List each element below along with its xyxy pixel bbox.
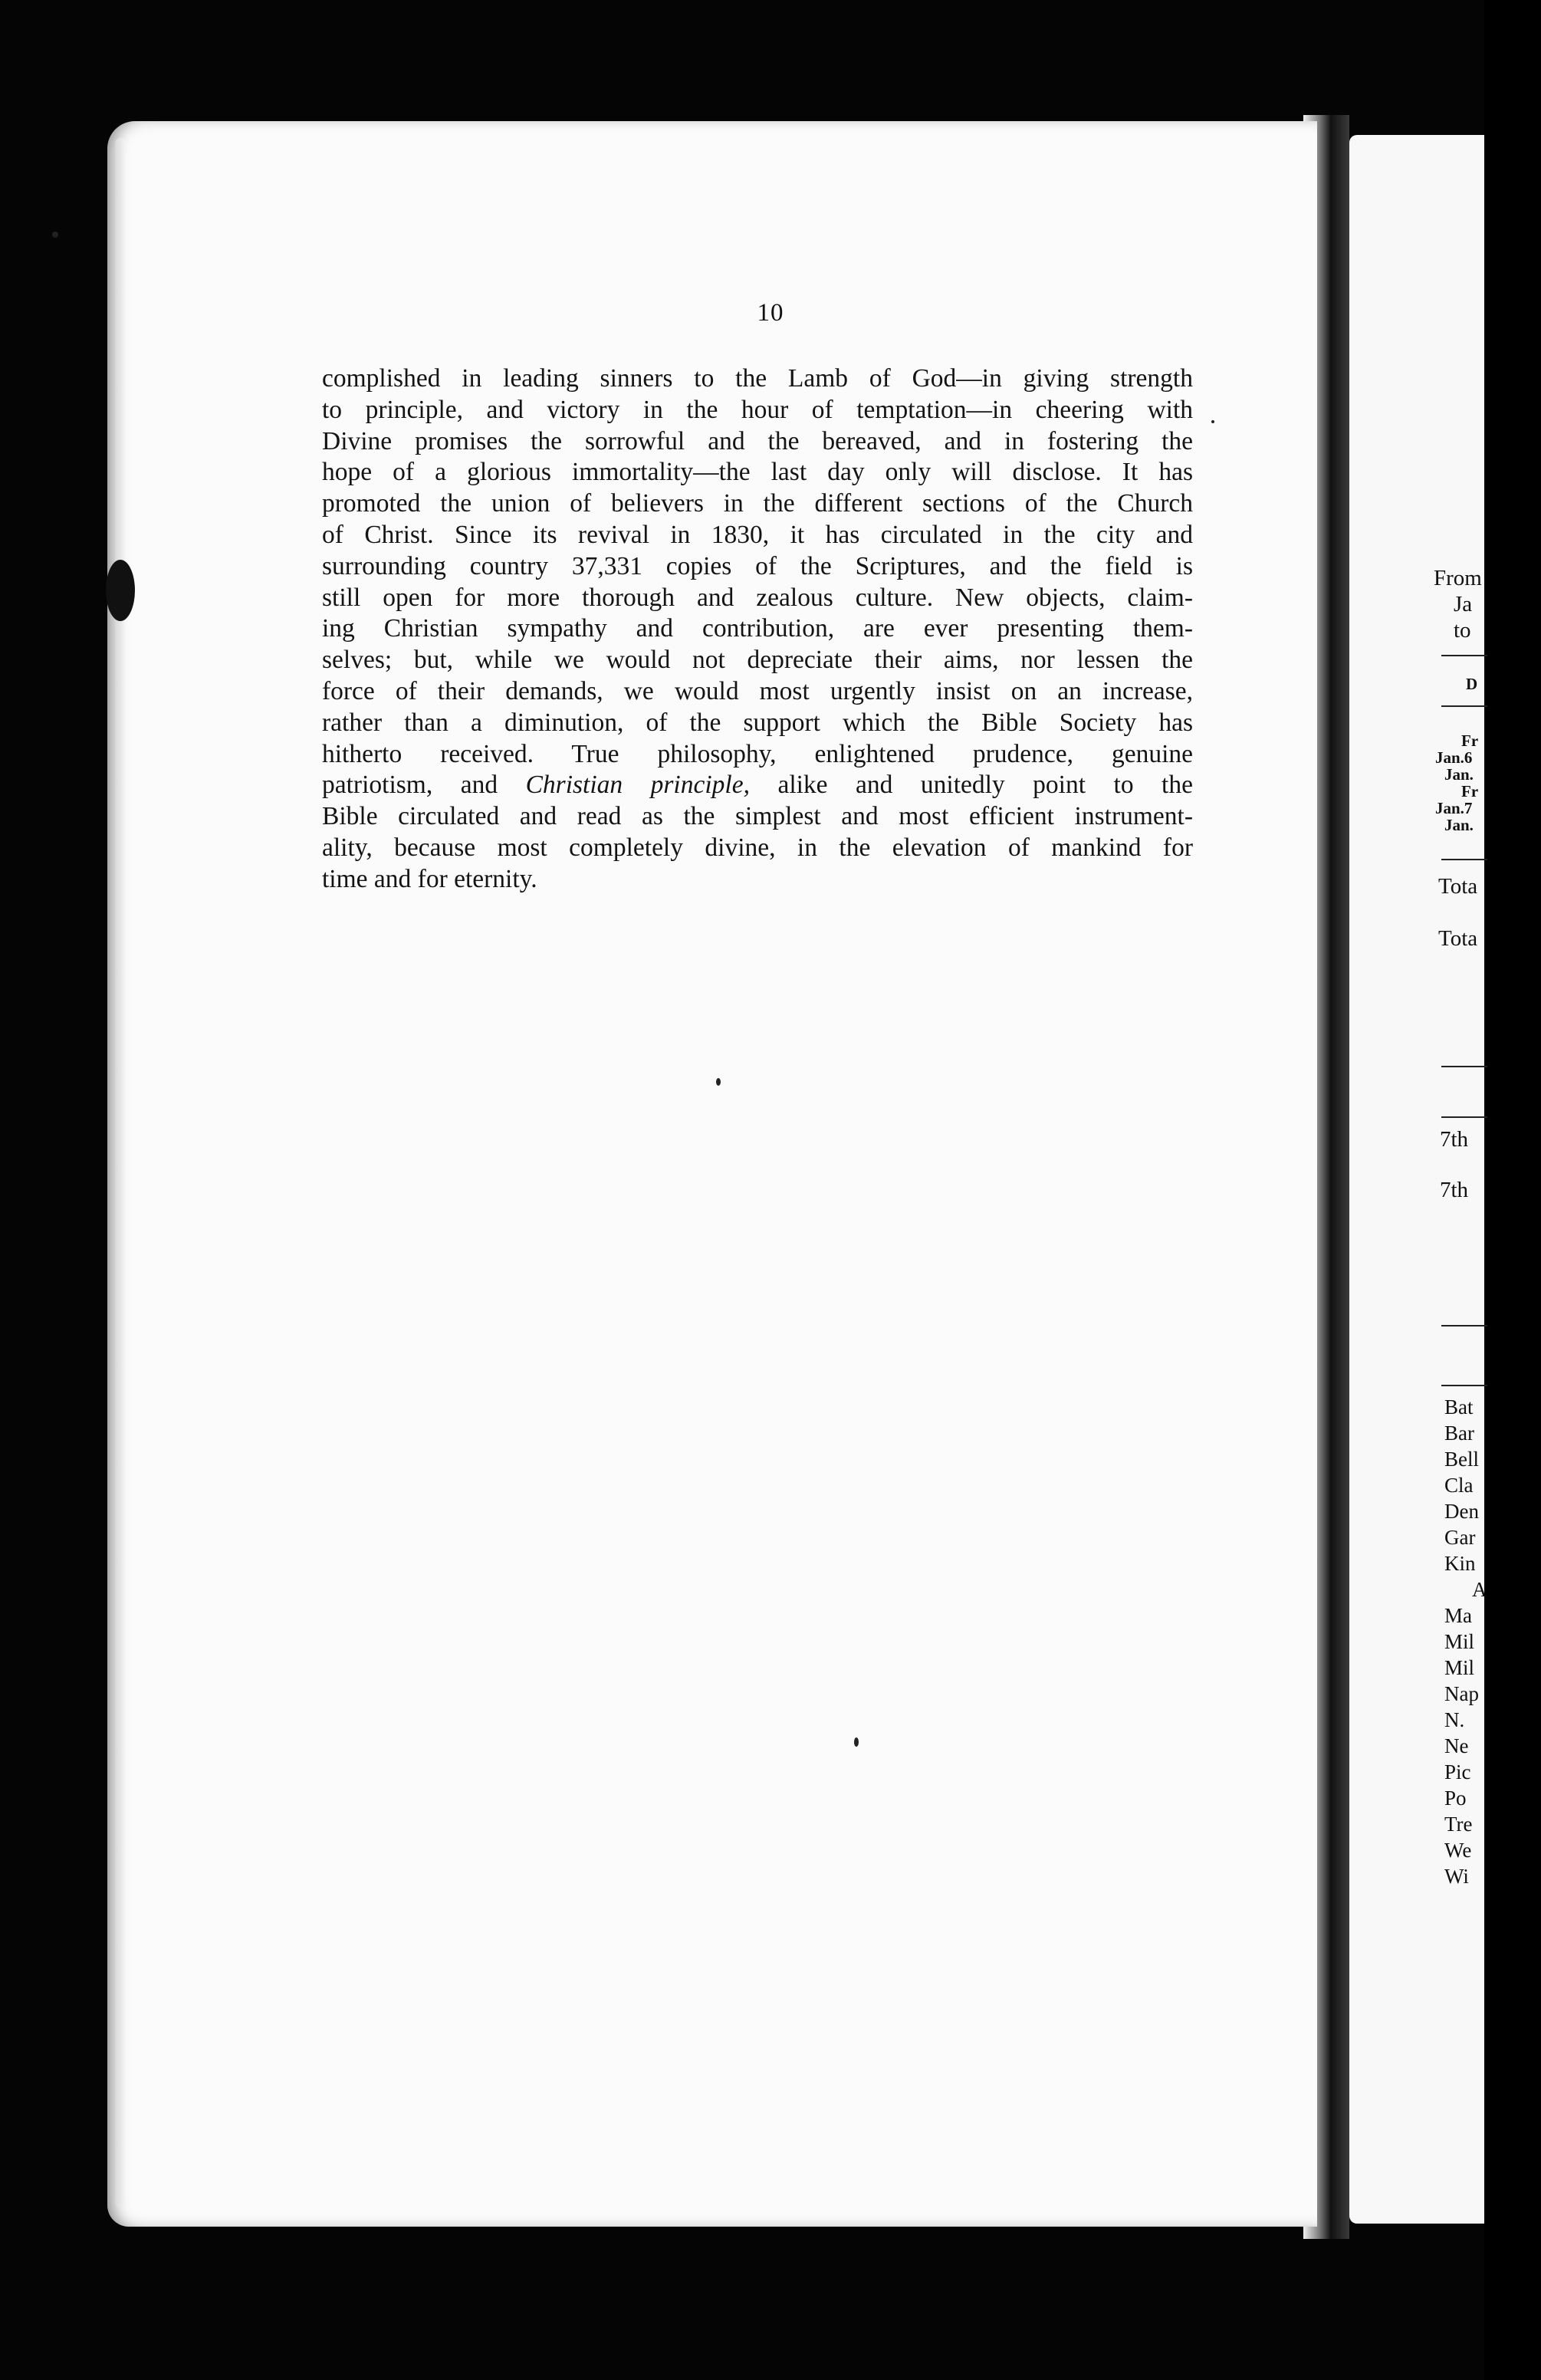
facing-list-item: N. — [1444, 1708, 1465, 1731]
facing-list-item: Mil — [1444, 1656, 1475, 1679]
facing-list-item: Ne — [1444, 1734, 1469, 1757]
text-line: surrounding country 37,331 copies of the Scriptures, and the field is — [322, 551, 1193, 580]
text-line: ing Christian sympathy and contribution, are ever presenting them- — [322, 614, 1193, 643]
facing-date-entry: Jan.6 — [1435, 748, 1473, 767]
text-line: Divine promises the sorrowful and the bereaved, and in fostering the — [322, 426, 1193, 455]
facing-dr-label: D — [1466, 675, 1478, 693]
facing-list-item: Ma — [1444, 1604, 1472, 1627]
facing-date-entry: Jan. — [1444, 765, 1474, 784]
scan-speck — [52, 232, 58, 238]
text-line: still open for more thorough and zealous culture. New objects, claim- — [322, 583, 1193, 612]
facing-list-item: Kin — [1444, 1552, 1476, 1575]
text-line-with-italic — [322, 770, 1193, 801]
text-line: rather than a diminution, of the support which the Bible Society has — [322, 708, 1193, 737]
text-line: promoted the union of believers in the different sections of the Church — [322, 489, 1193, 518]
facing-rule — [1441, 1325, 1487, 1326]
facing-list-item: Po — [1444, 1787, 1467, 1810]
text-line: Bible circulated and read as the simplest and most efficient instrument- — [322, 802, 1193, 831]
facing-rule — [1441, 1116, 1487, 1118]
text-line: to principle, and victory in the hour of temptation—in cheering with — [322, 395, 1193, 424]
page-edge-shadow — [115, 138, 126, 2208]
text-line: of Christ. Since its revival in 1830, it has circulated in the city and — [322, 520, 1193, 549]
facing-list-item: Mil — [1444, 1630, 1475, 1653]
facing-date-entry: Jan.7 — [1435, 799, 1473, 817]
text-line: selves; but, while we would not depreciate their aims, nor lessen the — [322, 646, 1193, 675]
text-line: hope of a glorious immortality—the last day only will disclose. It has — [322, 458, 1193, 487]
text-fragment: patriotism, and — [322, 771, 526, 800]
facing-list-item: Nap — [1444, 1682, 1479, 1705]
facing-list-item: Den — [1444, 1500, 1479, 1523]
facing-total: Tota — [1438, 874, 1478, 899]
facing-list-item: Bat — [1444, 1395, 1474, 1418]
facing-list-item: Bar — [1444, 1422, 1474, 1445]
facing-header-line: Ja — [1454, 592, 1473, 616]
facing-date-entry: Fr — [1461, 731, 1479, 750]
facing-list-item: A — [1472, 1578, 1487, 1601]
facing-header-line: to — [1454, 618, 1471, 643]
facing-list-item: We — [1444, 1839, 1472, 1862]
italic-phrase: Christian principle, — [525, 771, 750, 800]
facing-header-line: From — [1434, 566, 1482, 590]
scan-speck — [1211, 420, 1214, 423]
facing-list-item: Wi — [1444, 1865, 1469, 1888]
facing-date-entry: Fr — [1461, 782, 1479, 800]
facing-date: 7th — [1440, 1127, 1469, 1152]
binding-hole — [106, 560, 135, 621]
facing-total: Tota — [1438, 926, 1478, 951]
facing-rule — [1441, 655, 1487, 656]
facing-list-item: Gar — [1444, 1526, 1476, 1549]
text-line: hitherto received. True philosophy, enlightened prudence, genuine — [322, 739, 1193, 768]
facing-rule — [1441, 859, 1487, 860]
text-line-final: time and for eternity. — [322, 864, 537, 893]
body-paragraph — [322, 363, 1193, 896]
text-fragment: alike and unitedly point to the — [749, 771, 1193, 800]
facing-rule — [1441, 1385, 1487, 1386]
facing-page — [1349, 135, 1487, 2224]
facing-list-item: Tre — [1444, 1813, 1473, 1836]
facing-list-item: Pic — [1444, 1760, 1471, 1783]
text-line: complished in leading sinners to the Lamb of God—in giving strength — [322, 364, 1193, 393]
page-number: 10 — [757, 299, 784, 327]
facing-list-item: Cla — [1444, 1474, 1474, 1497]
facing-date: 7th — [1440, 1178, 1469, 1202]
facing-list-item: Bell — [1444, 1448, 1479, 1471]
text-line: ality, because most completely divine, in the elevation of mankind for — [322, 833, 1193, 862]
facing-date-entry: Jan. — [1444, 816, 1474, 834]
facing-rule — [1441, 705, 1487, 707]
scan-speck — [716, 1078, 721, 1086]
scan-speck — [854, 1737, 859, 1747]
text-line: force of their demands, we would most urgently insist on an increase, — [322, 676, 1193, 705]
facing-rule — [1441, 1066, 1487, 1067]
